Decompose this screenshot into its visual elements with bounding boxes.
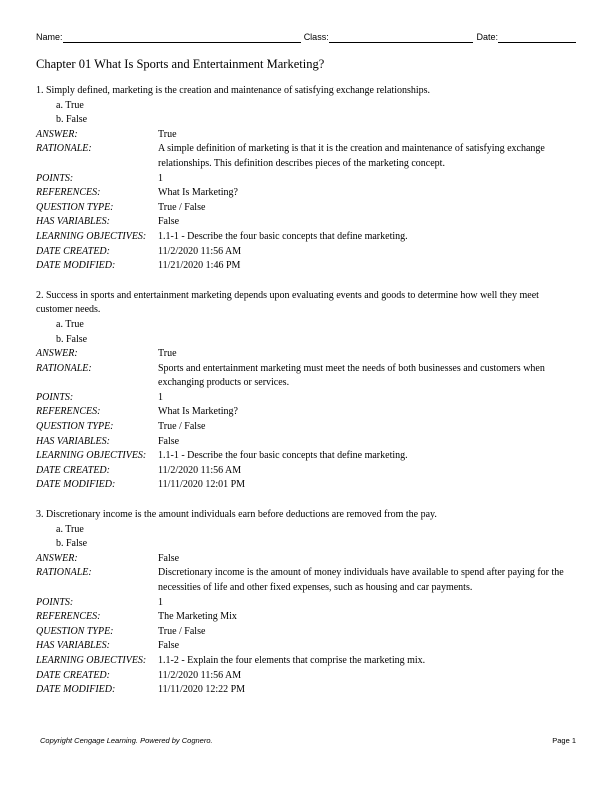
field-value: 1.1-2 - Explain the four elements that comprise the marketing mix. xyxy=(158,654,426,666)
field-label: HAS VARIABLES: xyxy=(36,435,110,447)
field-value: Sports and entertainment marketing must meet the needs of both businesses and customers when exchanging products or services. xyxy=(158,362,545,389)
field-value: 11/11/2020 12:01 PM xyxy=(158,479,246,491)
question-fields xyxy=(36,347,576,493)
field-value: 1 xyxy=(158,391,163,403)
field-row xyxy=(36,435,576,450)
field-row xyxy=(36,128,576,143)
question-block xyxy=(36,289,576,493)
field-value: 11/2/2020 11:56 AM xyxy=(158,464,242,476)
field-row xyxy=(36,420,576,435)
field-value: True xyxy=(158,348,177,360)
question-block xyxy=(36,84,576,274)
field-row xyxy=(36,552,576,567)
field-value: 1.1-1 - Describe the four basic concepts that define marketing. xyxy=(158,450,408,462)
date-blank-line xyxy=(498,31,576,43)
choices-list xyxy=(36,523,576,552)
field-value: True / False xyxy=(158,625,206,637)
field-value: True / False xyxy=(158,201,206,213)
choices-list xyxy=(36,99,576,128)
choices-list xyxy=(36,318,576,347)
field-label: RATIONALE: xyxy=(36,362,92,374)
field-label: REFERENCES: xyxy=(36,611,101,623)
field-value: False xyxy=(158,640,180,652)
name-label: Name: xyxy=(36,32,63,42)
field-label: REFERENCES: xyxy=(36,406,101,418)
field-row xyxy=(36,405,576,420)
page-footer xyxy=(40,736,576,745)
name-blank-line xyxy=(63,31,301,43)
field-value: False xyxy=(158,435,180,447)
choice-option: a. True xyxy=(56,318,84,330)
field-row xyxy=(36,186,576,201)
field-value: 1 xyxy=(158,172,163,184)
field-value: 11/2/2020 11:56 AM xyxy=(158,669,242,681)
field-label: HAS VARIABLES: xyxy=(36,216,110,228)
choice-option: b. False xyxy=(56,333,88,345)
field-row xyxy=(36,625,576,640)
field-row xyxy=(36,230,576,245)
field-label: RATIONALE: xyxy=(36,567,92,579)
field-value: The Marketing Mix xyxy=(158,611,237,623)
field-row xyxy=(36,610,576,625)
page-title: Chapter 01 What Is Sports and Entertainment Marketing? xyxy=(36,57,325,71)
field-row xyxy=(36,142,576,171)
questions-list xyxy=(36,84,576,698)
field-value: False xyxy=(158,552,180,564)
field-label: POINTS: xyxy=(36,596,74,608)
field-label: DATE CREATED: xyxy=(36,464,110,476)
question-fields xyxy=(36,128,576,274)
field-label: LEARNING OBJECTIVES: xyxy=(36,654,147,666)
field-value: 11/11/2020 12:22 PM xyxy=(158,684,246,696)
field-label: QUESTION TYPE: xyxy=(36,625,114,637)
date-label: Date: xyxy=(476,32,498,42)
field-row xyxy=(36,449,576,464)
field-value: 11/2/2020 11:56 AM xyxy=(158,245,242,257)
field-row xyxy=(36,362,576,391)
field-row xyxy=(36,596,576,611)
choice-option: b. False xyxy=(56,114,88,126)
question-fields xyxy=(36,552,576,698)
field-label: DATE MODIFIED: xyxy=(36,260,116,272)
field-row xyxy=(36,201,576,216)
field-row xyxy=(36,683,576,698)
class-label: Class: xyxy=(303,32,329,42)
field-label: DATE CREATED: xyxy=(36,669,110,681)
field-value: 11/21/2020 1:46 PM xyxy=(158,260,241,272)
field-label: RATIONALE: xyxy=(36,143,92,155)
field-row xyxy=(36,172,576,187)
field-value: What Is Marketing? xyxy=(158,187,238,199)
field-label: ANSWER: xyxy=(36,552,78,564)
field-label: DATE MODIFIED: xyxy=(36,479,116,491)
field-label: DATE MODIFIED: xyxy=(36,684,116,696)
field-row xyxy=(36,215,576,230)
field-label: POINTS: xyxy=(36,172,74,184)
field-value: False xyxy=(158,216,180,228)
field-row xyxy=(36,654,576,669)
question-text: 2. Success in sports and entertainment marketing depends upon evaluating events and goods to determine how well they meet customer needs. xyxy=(36,289,539,316)
field-value: True / False xyxy=(158,421,206,433)
field-label: DATE CREATED: xyxy=(36,245,110,257)
field-label: QUESTION TYPE: xyxy=(36,421,114,433)
field-row xyxy=(36,347,576,362)
field-label: ANSWER: xyxy=(36,128,78,140)
class-blank-line xyxy=(329,31,474,43)
field-label: REFERENCES: xyxy=(36,187,101,199)
choice-option: a. True xyxy=(56,99,84,111)
field-value: A simple definition of marketing is that it is the creation and maintenance of satisfying exchange relationships. This definition describes pieces of the marketing concept. xyxy=(158,143,545,169)
copyright-text: Copyright Cengage Learning. Powered by Cognero. xyxy=(40,736,213,745)
field-row xyxy=(36,566,576,595)
field-label: POINTS: xyxy=(36,391,74,403)
field-label: LEARNING OBJECTIVES: xyxy=(36,230,147,242)
question-text: 3. Discretionary income is the amount individuals earn before deductions are removed from the pay. xyxy=(36,509,437,521)
field-value: 1.1-1 - Describe the four basic concepts that define marketing. xyxy=(158,230,408,242)
fill-in-header xyxy=(36,31,576,43)
field-row xyxy=(36,669,576,684)
field-row xyxy=(36,639,576,654)
field-label: ANSWER: xyxy=(36,348,78,360)
field-row xyxy=(36,478,576,493)
field-label: LEARNING OBJECTIVES: xyxy=(36,450,147,462)
field-row xyxy=(36,259,576,274)
field-row xyxy=(36,391,576,406)
field-value: Discretionary income is the amount of money individuals have available to spend after paying for the necessities of life and other fixed expenses, such as housing and car payments. xyxy=(158,567,564,593)
field-row xyxy=(36,464,576,479)
field-value: What Is Marketing? xyxy=(158,406,238,418)
page-number: Page 1 xyxy=(552,736,576,745)
question-text: 1. Simply defined, marketing is the creation and maintenance of satisfying exchange relationships. xyxy=(36,85,431,96)
field-label: QUESTION TYPE: xyxy=(36,201,114,213)
choice-option: b. False xyxy=(56,538,88,550)
field-row xyxy=(36,245,576,260)
field-value: 1 xyxy=(158,596,163,608)
field-label: HAS VARIABLES: xyxy=(36,640,110,652)
field-value: True xyxy=(158,128,177,140)
choice-option: a. True xyxy=(56,523,84,535)
question-block xyxy=(36,508,576,698)
